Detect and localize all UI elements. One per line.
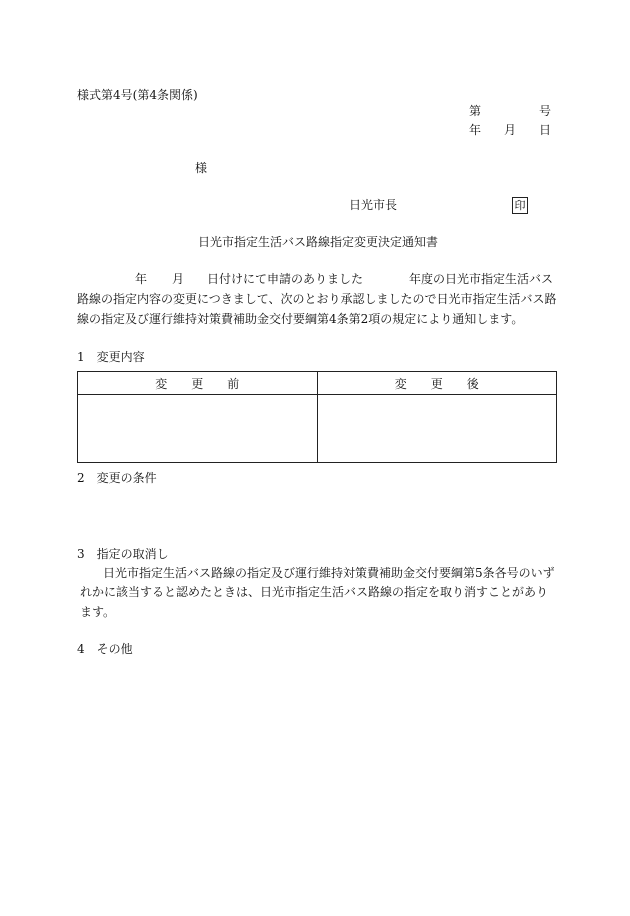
intro-line2: 路線の指定内容の変更につきまして、次のとおり承認しましたので日光市指定生活バス路: [77, 292, 557, 306]
section-3-body-line1: 日光市指定生活バス路線の指定及び運行維持対策費補助金交付要綱第5条各号のいず: [103, 566, 555, 580]
intro-month: 月: [172, 272, 185, 286]
seal-mark: [512, 197, 528, 214]
change-table-header-before: 変 更 前: [78, 372, 318, 395]
sender-title: 日光市長: [349, 198, 398, 212]
intro-line3: 線の指定及び運行維持対策費補助金交付要綱第4条第2項の規定により通知します。: [77, 312, 524, 326]
section-3-body-line3: ます。: [80, 605, 116, 619]
intro-fiscal-year-tail: 年度の日光市指定生活バス: [409, 272, 554, 286]
change-table-after-cell: [317, 395, 557, 463]
addressee-suffix: 様: [195, 161, 208, 175]
intro-date-tail: 日付けにて申請のありました: [207, 272, 364, 286]
section-4-title: 4 その他: [77, 642, 133, 656]
doc-title: 日光市指定生活バス路線指定変更決定通知書: [198, 235, 439, 249]
section-3-body-line2: れかに該当すると認めたときは、日光市指定生活バス路線の指定を取り消すことがあり: [80, 585, 549, 599]
doc-number-suffix: 号: [539, 104, 552, 118]
intro-year: 年: [135, 272, 148, 286]
date-year: 年: [469, 123, 482, 137]
doc-number-prefix: 第: [469, 104, 482, 118]
section-3-title: 3 指定の取消し: [77, 547, 169, 561]
date-month: 月: [504, 123, 517, 137]
seal-stamp: 印: [512, 197, 528, 214]
section-1-title: 1 変更内容: [77, 350, 145, 364]
form-label: 様式第4号(第4条関係): [77, 88, 198, 102]
change-table-before-cell: [78, 395, 318, 463]
date-day: 日: [539, 123, 552, 137]
change-table-header-after: 変 更 後: [317, 372, 557, 395]
change-table: [77, 371, 557, 463]
section-2-title: 2 変更の条件: [77, 471, 157, 485]
